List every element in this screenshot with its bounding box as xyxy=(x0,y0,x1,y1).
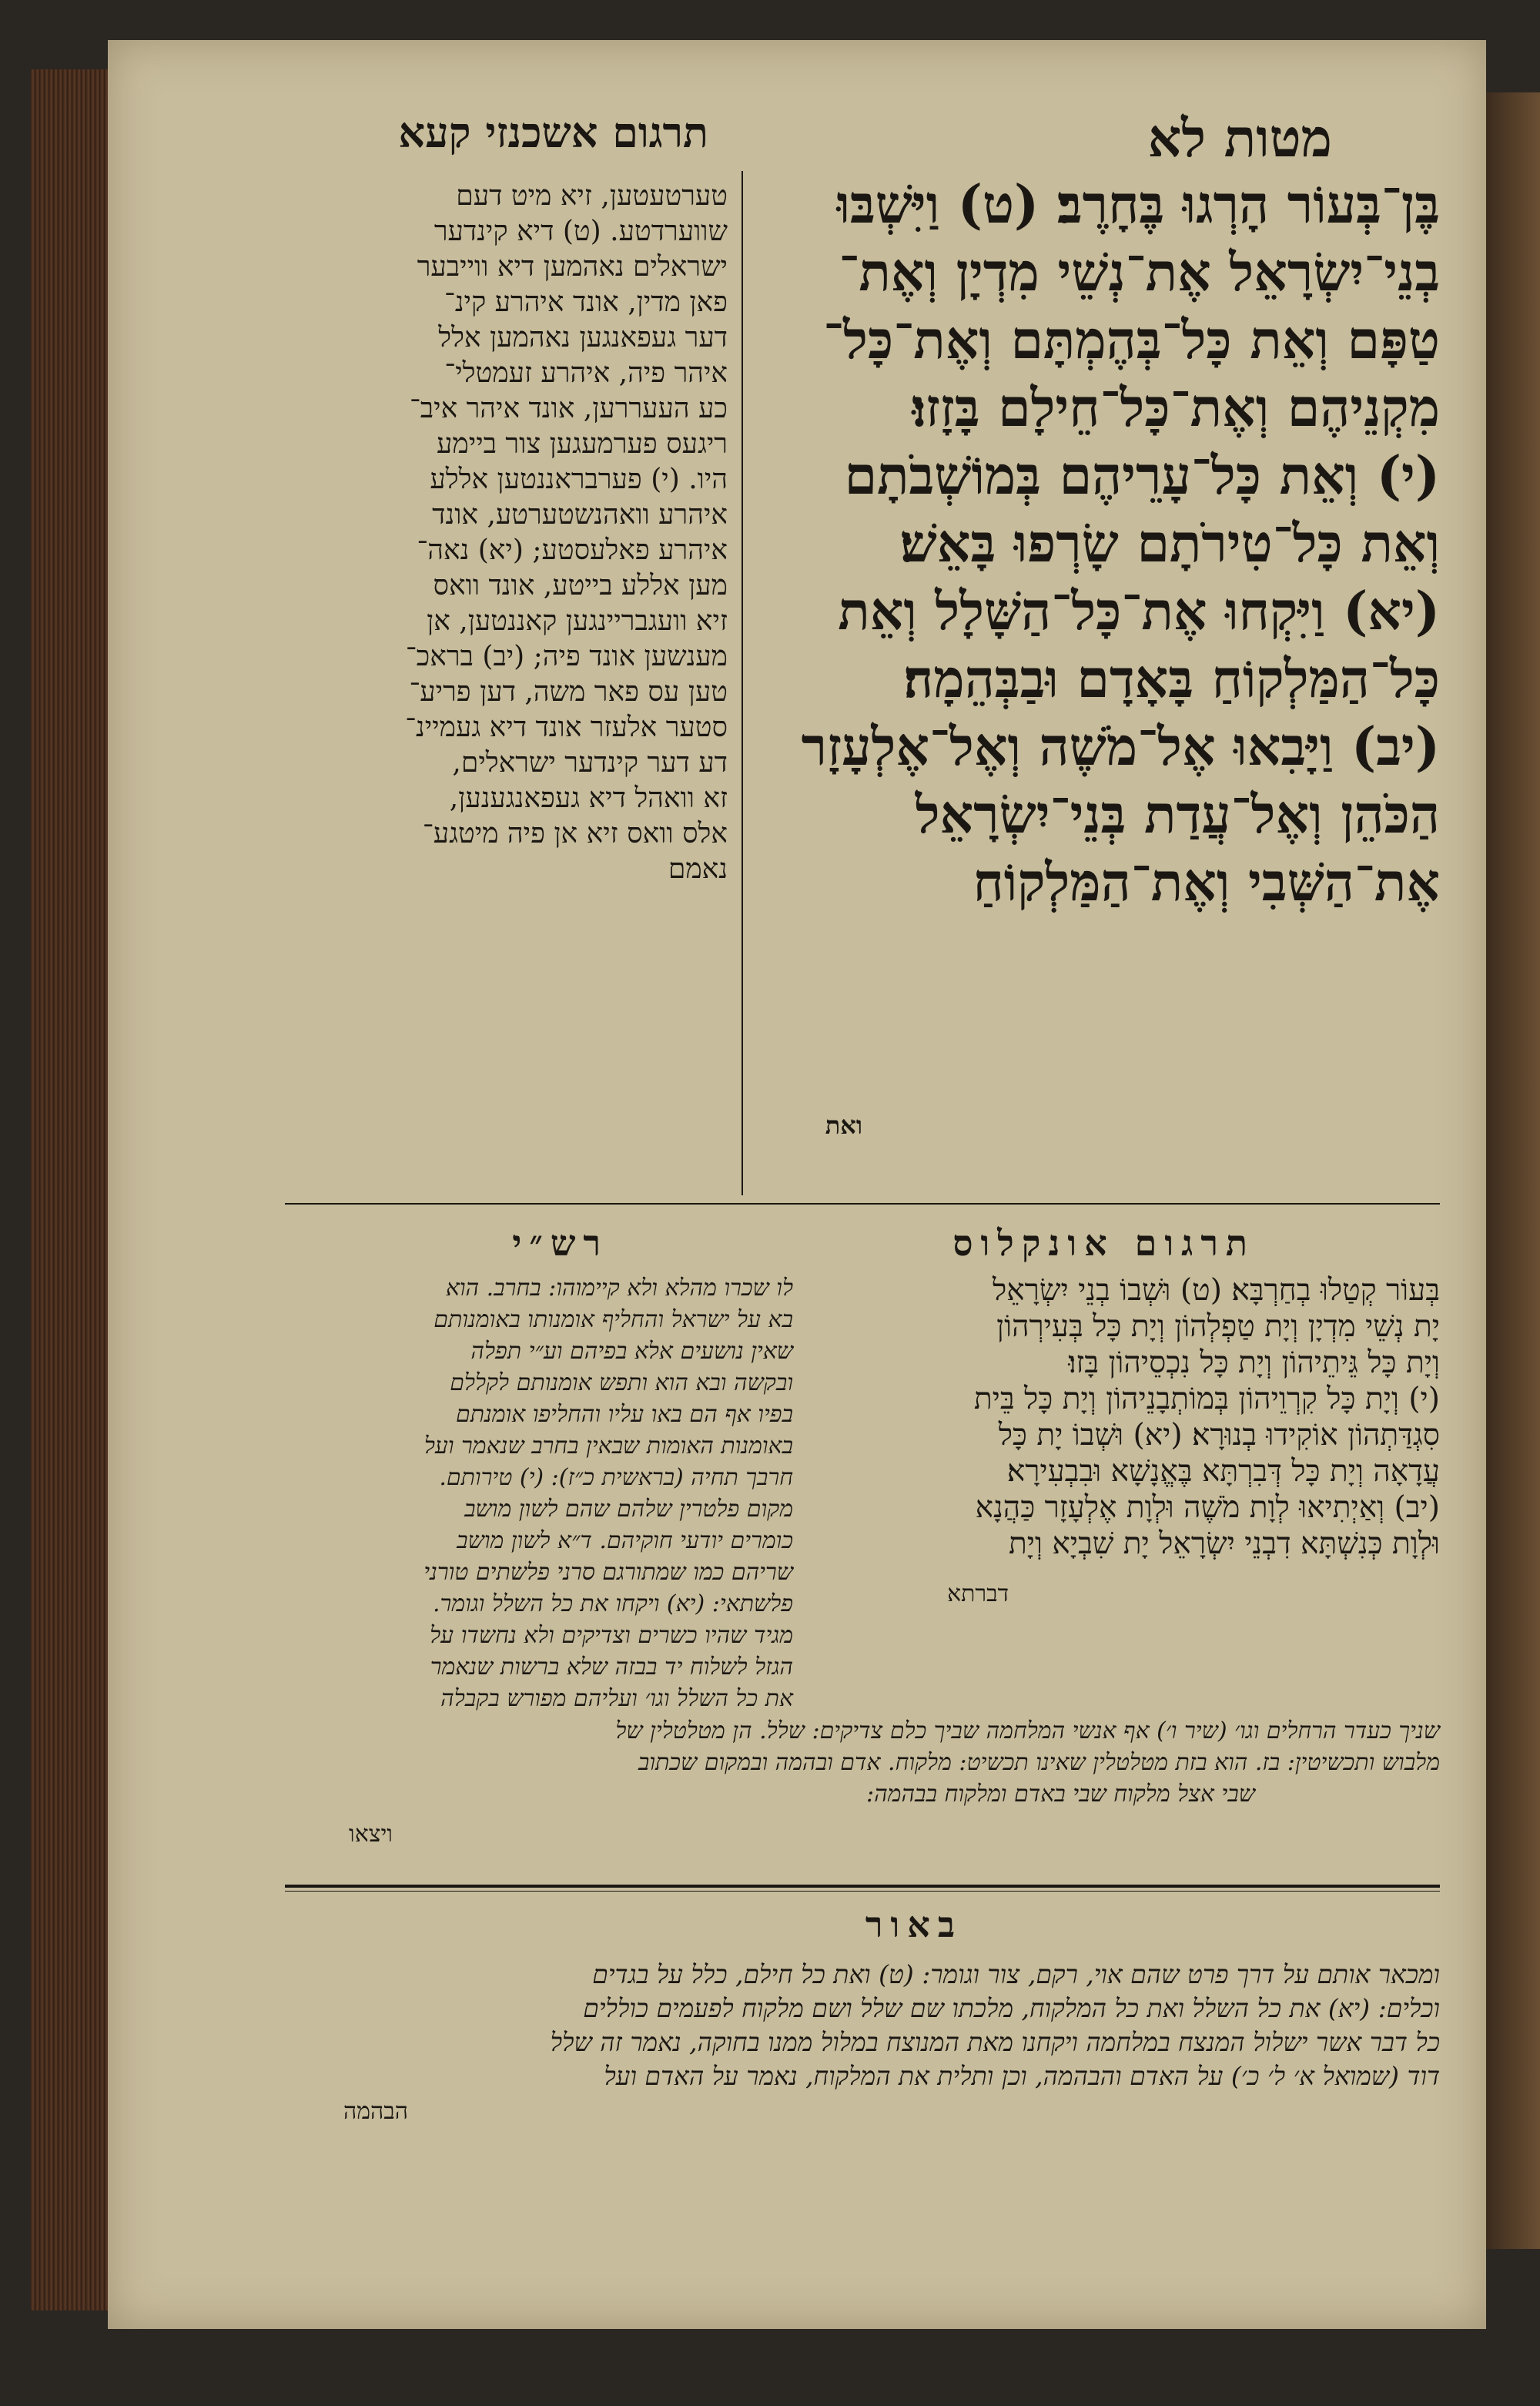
main-line: בְנֵי־יִשְׂרָאֵל אֶת־נְשֵׁי מִדְיָן וְאֶת־ xyxy=(839,242,1440,303)
double-rule-bottom xyxy=(285,1891,1440,1892)
rashi-column xyxy=(285,1272,793,1714)
targum-heading: תרגום אונקלוס xyxy=(952,1222,1255,1264)
main-text-column xyxy=(747,171,1440,916)
rashi-line: את כל השלל וגו׳ ועליהם מפורש בקבלה xyxy=(440,1685,793,1712)
rashi-line: שאין נושעים אלא בפיהם וע״י תפלה xyxy=(470,1338,793,1365)
book-facing-page-edge xyxy=(1486,92,1540,2249)
main-line: (י) וְאֵת כָּל־עָרֵיהֶם בְּמוֹשְׁבֹתָם xyxy=(844,445,1440,507)
beur-line: וכלים: (יא) את כל השלל ואת כל המלקוח, מלכתו שם שלל ושם מלקוח לפעמים כוללים xyxy=(583,1993,1440,2023)
yiddish-line: איהרע פאלעסטע; (יא) נאה־ xyxy=(417,534,728,566)
page xyxy=(108,40,1486,2329)
rashi-line: לו שכרו מהלא ולא קיימוהו: בחרב. הוא xyxy=(445,1275,793,1302)
rashi-line: חרבך תחיה (בראשית כ״ז): (י) טירותם. xyxy=(439,1464,793,1491)
main-line: (יב) וַיָּבִאוּ אֶל־מֹשֶׁה וְאֶל־אֶלְעָזָר xyxy=(801,716,1440,778)
yiddish-line: טען עס פאר משה, דען פריע־ xyxy=(409,676,728,708)
targum-line: (י) וְיָת כָּל קִרְוֵיהוֹן בְּמוֹתְבָנֵיהוֹן וְיָת כָּל בֵּית xyxy=(973,1382,1440,1416)
rashi-line: שריהם כמו שמתורגם סרני פלשתים טורני xyxy=(424,1559,793,1586)
targum-column xyxy=(808,1272,1440,1562)
running-head-left: תרגום אשכנזי קעא xyxy=(398,108,708,157)
beur-line: דוד (שמואל א׳ ל׳ כ׳) על האדם והבהמה, וכן ותלית את המלקוח, נאמר על האדם ועל xyxy=(604,2061,1440,2091)
rashi-line: באומנות האומות שבאין בחרב שנאמר ועל xyxy=(424,1433,793,1459)
yiddish-line: שווערדטע. (ט) דיא קינדער xyxy=(434,216,728,247)
targum-line: וְיָת כָּל גֵּיתֵיהוֹן וְיָת כָּל נִכְסֵיהוֹן בָּזוּ׃ xyxy=(1068,1345,1440,1380)
yiddish-line: דע דער קינדער ישראלים, xyxy=(452,747,728,779)
yiddish-line: כע העעררען, אונד איהר איב־ xyxy=(410,393,728,424)
targum-line: (יב) וְאַיְתִיאוּ לְוָת מֹשֶׁה וּלְוָת אֶלְעָזָר כַּהֲנָא xyxy=(975,1490,1440,1525)
targum-line: בְּעוֹר קְטַלוּ בְחַרְבָּא׃ (ט) וּשְׁבוֹ בְנֵי יִשְׂרָאֵל xyxy=(993,1273,1440,1308)
yiddish-line: זיא וועגבריינגען קאננטען, אן xyxy=(427,605,728,637)
book-fore-edge xyxy=(31,69,110,2310)
rashi-line: מקום פלטרין שלהם שהם לשון מושב xyxy=(464,1496,793,1523)
yiddish-line: ישראלים נאהמען דיא ווייבער xyxy=(417,251,728,283)
yiddish-line: זא וואהל דיא געפאנגענען, xyxy=(449,782,728,814)
beur-catchword: הבהמה xyxy=(343,2098,408,2125)
rashi-cont-line: שבי אצל מלקוח שבי באדם ומלקוח בבהמה: xyxy=(865,1781,1255,1808)
running-head-right: מטות לא xyxy=(1147,108,1332,169)
rashi-line: בא על ישראל והחליף אומנותו באומנותם xyxy=(434,1306,793,1333)
main-line: טַפָּם וְאֵת כָּל־בְּהֶמְתָּם וְאֶת־כָּל־ xyxy=(823,310,1440,371)
yiddish-line: דער געפאנגען נאהמען אלל xyxy=(438,322,728,354)
rashi-cont-line: מלבוש ותכשיטין: בז. הוא בזת מטלטלין שאינו תכשיט: מלקוח. אדם ובהמה ובמקום שכתוב xyxy=(638,1749,1440,1776)
main-catchword: ואת xyxy=(825,1111,862,1140)
rashi-line: ובקשה ובא הוא ותפש אומנותם לקללם xyxy=(450,1369,793,1396)
double-rule-top xyxy=(285,1885,1440,1888)
main-line: בֶּן־בְּעוֹר הָרְגוּ בֶּחָרֶב׃ (ט) וַיִּשְׁבּוּ xyxy=(836,174,1440,236)
yiddish-line: סטער אלעזר אונד דיא געמיינ־ xyxy=(405,712,728,743)
yiddish-line: מען אללע בייטע, אונד וואס xyxy=(433,570,728,602)
yiddish-line: איהרע וואהנשטערטע, אונד xyxy=(432,499,728,531)
rashi-line: הגזל לשלוח יד בבזה שלא ברשות שנאמר xyxy=(430,1654,793,1681)
yiddish-column xyxy=(296,179,728,887)
targum-line: וּלְוָת כְּנִשְׁתָּא דִבְנֵי יִשְׂרָאֵל יָת שִׁבְיָא וְיָת xyxy=(1008,1526,1440,1561)
yiddish-line: היו. (י) פערבראננטען אללע xyxy=(430,464,728,495)
yiddish-line: אלס וואס זיא אן פיה מיטגע־ xyxy=(422,818,728,849)
rashi-heading: רש״י xyxy=(512,1222,608,1264)
main-line: כָּל־הַמַּלְקוֹחַ בָּאָדָם וּבַבְּהֵמָה׃ xyxy=(903,648,1440,710)
yiddish-line: ריגעס פערמעגען צור ביימע xyxy=(437,428,728,460)
beur-line: כל דבר אשר ישלול המנצח במלחמה ויקחנו מאת המנוצח במלול ממנו בחוקה, נאמר זה שלל xyxy=(550,2027,1440,2057)
rashi-line: בפיו אף הם באו עליו והחליפו אומנתם xyxy=(455,1401,793,1428)
rashi-line: מגיד שהיו כשרים וצדיקים ולא נחשדו על xyxy=(430,1622,793,1649)
main-line: וְאֵת כָּל־טִירֹתָם שָׂרְפוּ בָּאֵשׁ׃ xyxy=(899,513,1440,575)
beur-column xyxy=(285,1958,1440,2093)
rashi-line: פלשתאי: (יא) ויקחו את כל השלל וגומר. xyxy=(433,1590,793,1617)
main-line: הַכֹּהֵן וְאֶל־עֲדַת בְּנֵי־יִשְׂרָאֵל xyxy=(915,784,1440,846)
beur-heading: באור xyxy=(865,1904,962,1945)
main-line: מִקְנֵיהֶם וְאֶת־כָּל־חֵילָם בָּזָזוּ׃ xyxy=(912,377,1440,439)
main-line: (יא) וַיִּקְחוּ אֶת־כָּל־הַשָּׁלָל וְאֵת xyxy=(838,581,1440,642)
main-line: אֶת־הַשְּׁבִי וְאֶת־הַמַּלְקוֹחַ xyxy=(973,852,1440,913)
column-divider xyxy=(742,171,743,1195)
targum-line: יָת נְשֵׁי מִדְיָן וְיָת טַפְלְהוֹן וְיָת כָּל בְּעִירְהוֹן xyxy=(996,1309,1440,1344)
rashi-cont-line: שניך כעדר הרחלים וגו׳ (שיר ו׳) אף אנשי המלחמה שביך כלם צדיקים: שלל. הן מטלטלין של xyxy=(615,1717,1440,1744)
rashi-catchword: ויצאו xyxy=(349,1821,393,1848)
yiddish-line: איהר פיה, איהרע זעמטלי־ xyxy=(444,357,728,389)
targum-line: עֲדָאָה וְיָת כָּל דְּבִרְתָּא בֶּאֱנָשָׁא וּבִבְעִירָא׃ xyxy=(1006,1454,1440,1489)
yiddish-line: טערטעטען, זיא מיט דעם xyxy=(456,180,728,212)
beur-line: ומכאר אותם על דרך פרט שהם אוי, רקם, צור וגומר: (ט) ואת כל חילם, כלל על בגדים xyxy=(592,1959,1440,1989)
targum-catchword: דברתא xyxy=(947,1580,1009,1607)
rashi-continuation xyxy=(285,1715,1440,1810)
yiddish-line: מענשען אונד פיה; (יב) בראכ־ xyxy=(405,641,728,672)
horizontal-rule xyxy=(285,1203,1440,1205)
yiddish-line: נאמם xyxy=(668,853,728,885)
targum-line: סִגְדַּתְהוֹן אוֹקִידוּ בְנוּרָא׃ (יא) וּשְׁבוֹ יָת כָּל xyxy=(998,1418,1440,1453)
yiddish-line: פאן מדין, אונד איהרע קינ־ xyxy=(444,287,728,318)
rashi-line: כומרים יודעי חוקיהם. ד״א לשון מושב xyxy=(457,1527,793,1554)
